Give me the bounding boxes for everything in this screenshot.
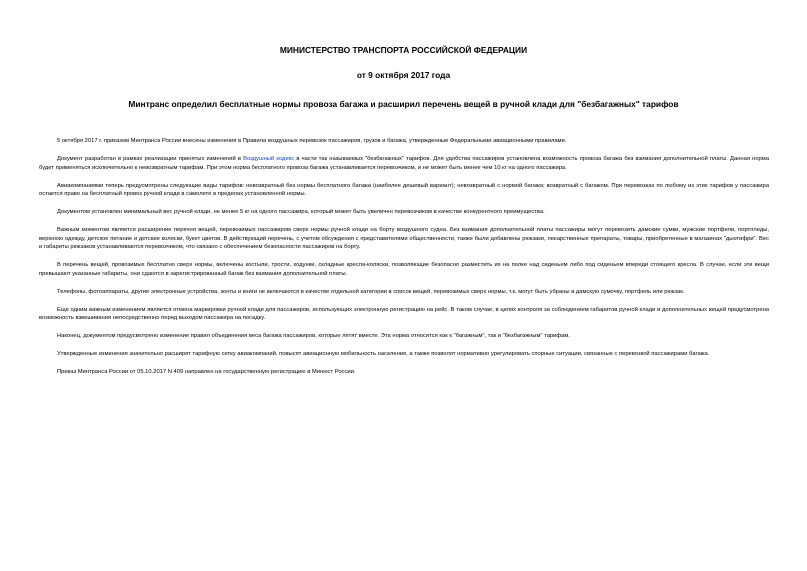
paragraph-2 — [39, 155, 769, 172]
paragraph-4: Документом установлен минимальный вес ручной клади, не менее 5 кг на одного пассажира, который может быть увеличен перевозчиком в качестве конкурентного преимущества. — [57, 209, 545, 215]
paragraph-2-text-start: Документ разработан в рамках реализации принятых изменений в — [57, 156, 244, 162]
paragraph-7: Телефоны, фотоаппараты, другие электронные устройства, зонты и книги не включаются в качестве отдельной категории в список вещей, перевозимых сверх нормы, т.к. могут быть убраны в дамскую сумочку, портфель или рюкзак. — [57, 288, 685, 295]
paragraph-1: 5 октября 2017 г. приказом Минтранса России внесены изменения в Правила воздушных перевозок пассажиров, грузов и багажа, утвержденные Федеральными авиационными правилами. — [57, 138, 567, 144]
paragraph-9: Наконец, документом предусмотрено изменение правил объединения веса багажа пассажиров, которые летят вместе. Эта норма относится как к "багажным", так и "безбагажным" тарифам. — [57, 333, 570, 339]
paragraph-6: В перечень вещей, провозимых бесплатно сверх нормы, включены костыли, трости, ходунки, складные кресла-коляски, позволяющие безопасно разместить их на полке над сиденьем либо под сиденьем впереди стоящего кресла. В случае, если эти вещи превышают указанные габариты, они сдаются в зарегистрированный багаж без взимания дополнительной платы. — [39, 262, 769, 277]
paragraph-3: Авиакомпаниями теперь предусмотрены следующие виды тарифов: невозвратный без нормы бесплатного багажа (наиболее дешевый вариант); невозвратный с нормой багажа; возвратный с багажом. При перевозках по любому из этих тарифов у пассажира остается право на бесплатный провоз ручной клади в самолете в пределах установленной нормы. — [39, 182, 769, 197]
paragraph-8: Еще одним важным изменением является отмена маркировки ручной клади для пассажиров, использующих электронную регистрацию на рейс. В таком случае, в целях контроля за соблюдением габаритов ручной клади и дополнительных вещей предусмотрена возможность взвешивания непосредственно перед выходом пассажира на посадку. — [39, 306, 769, 321]
paragraph-5: Важным моментом является расширение перечня вещей, перевозимых пассажиром сверх нормы ручной клади на борту воздушного судна. Без взимания дополнительной платы пассажиры могут перевозить дамские сумки, мужские портфели, портпледы, верхнюю одежду, детское питание и детские коляски, букет цветов. В действующий перечень, с учетом обсуждения с представителями общественности, также были добавлены рюкзаки, лекарственные препараты, товары, приобретенные в магазинах "дьютифри". Вес и габариты рюкзаков устанавливаются перевозчиком, что связано с обеспечением безопасности пассажиров на борту. — [39, 227, 769, 250]
paragraph-2-text-end: в части так называемых "безбагажных" тарифов. Для удобства пассажиров установлена возможность провоза багажа без взимания дополнительной платы. Данная норма будет применяться исключительно к невозвратным тарифам. При этом норма бесплатного провоза багажа устанавливается перевозчиком, и не может быть менее чем 10 кг на одного пассажира. — [39, 156, 769, 171]
document-date: от 9 октября 2017 года — [356, 70, 451, 80]
document-body — [39, 137, 769, 386]
paragraph-10: Утвержденные изменения значительно расширят тарифную сетку авиакомпаний, повысят авиационную мобильность населения, а также позволят нормативно урегулировать спорные ситуации, связанные с перевозкой пассажирами багажа. — [57, 351, 710, 357]
air-code-link[interactable]: Воздушный кодекс — [243, 156, 295, 162]
paragraph-11: Приказ Минтранса России от 05.10.2017 N 409 направлен на государственную регистрацию в Минюст России. — [57, 369, 356, 375]
document-title: Минтранс определил бесплатные нормы провоза багажа и расширил перечень вещей в ручной клади для "безбагажных" тарифов — [128, 99, 679, 109]
ministry-header: МИНИСТЕРСТВО ТРАНСПОРТА РОССИЙСКОЙ ФЕДЕРАЦИИ — [279, 45, 528, 55]
